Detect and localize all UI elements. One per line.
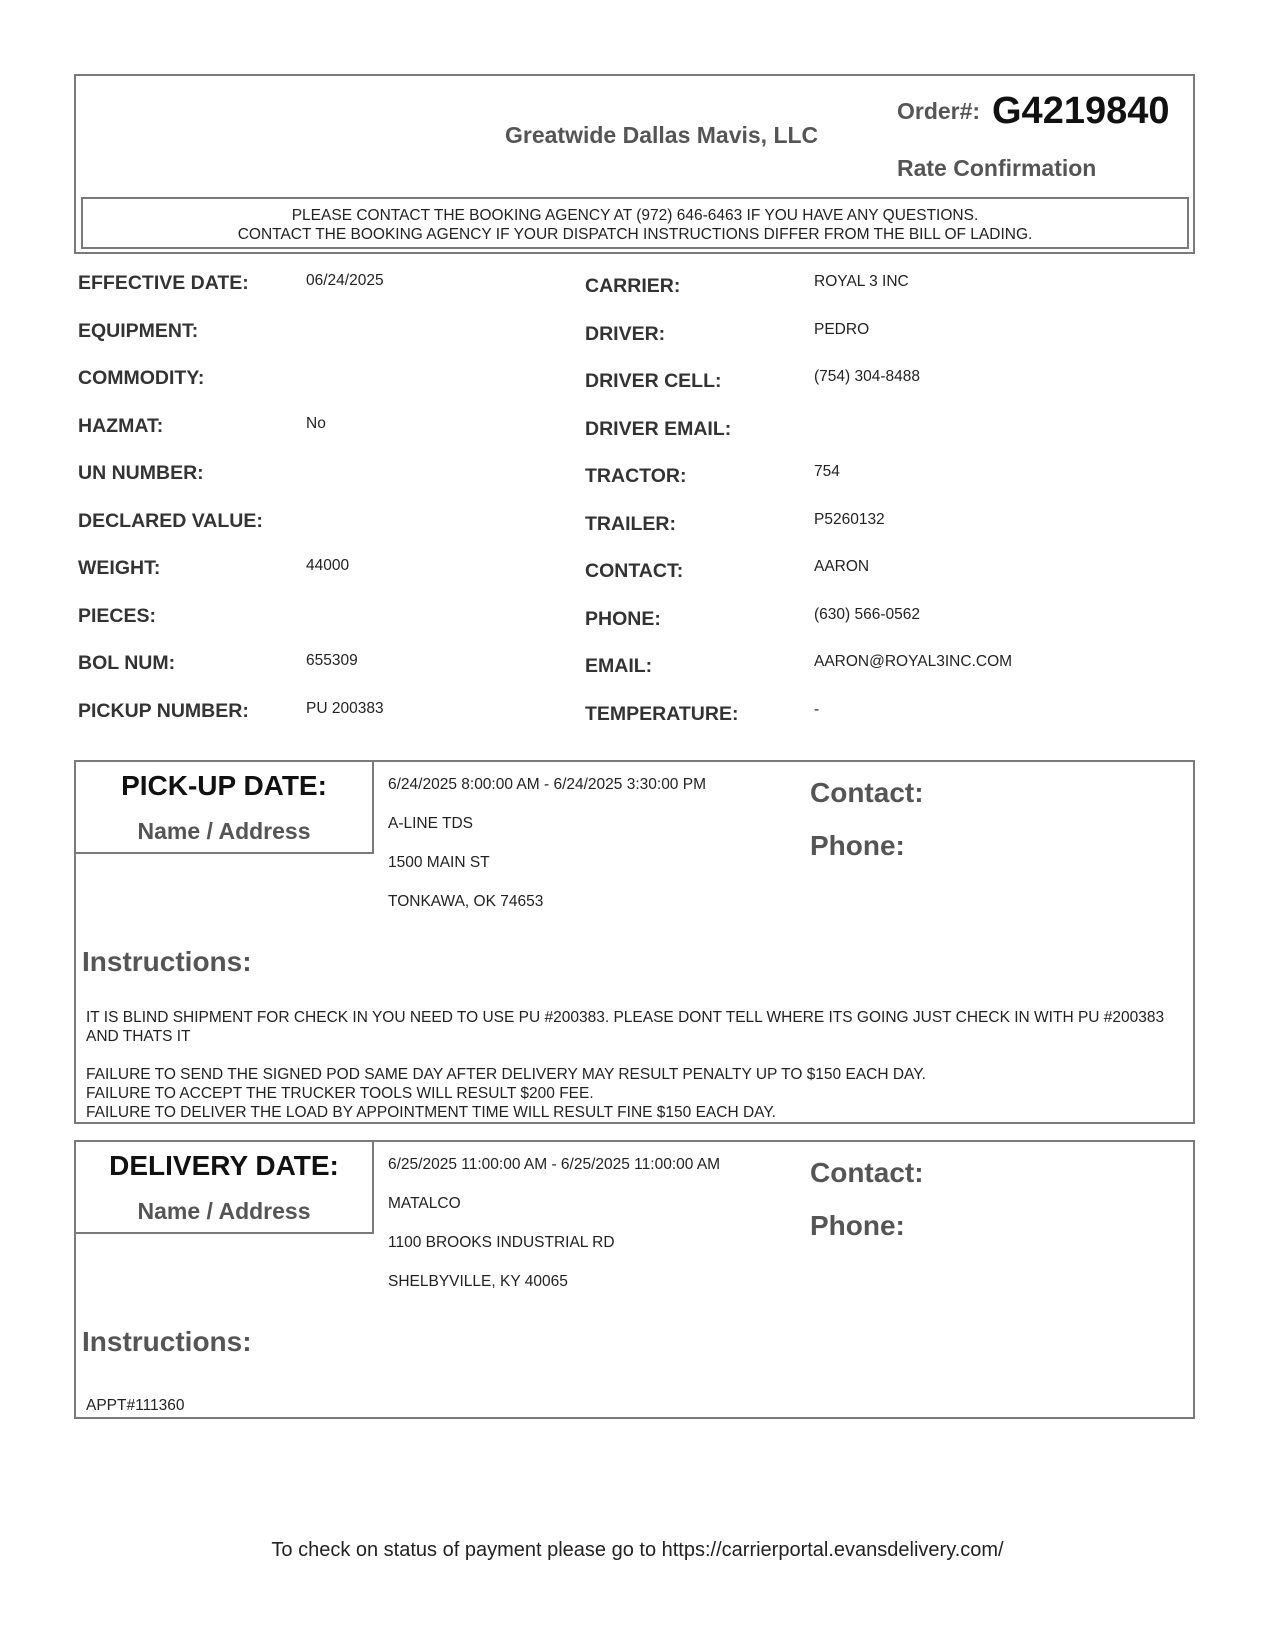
pickup-name: A-LINE TDS xyxy=(388,815,473,832)
declared-value-label: DECLARED VALUE: xyxy=(78,509,263,532)
hazmat-label: HAZMAT: xyxy=(78,414,164,437)
delivery-phone-label: Phone: xyxy=(810,1210,905,1241)
tractor-label: TRACTOR: xyxy=(585,465,687,487)
document-title: Rate Confirmation xyxy=(897,155,1097,181)
driver-label: DRIVER: xyxy=(585,322,666,345)
delivery-subtitle: Name / Address xyxy=(137,1198,311,1224)
driver-cell-label: DRIVER CELL: xyxy=(585,370,722,392)
temperature-label: TEMPERATURE: xyxy=(585,702,739,725)
pickup-instruction-3: FAILURE TO ACCEPT THE TRUCKER TOOLS WILL RESULT $200 FEE. xyxy=(86,1085,594,1102)
email-label: EMAIL: xyxy=(585,655,653,677)
delivery-city: SHELBYVILLE, KY 40065 xyxy=(388,1273,568,1290)
bol-num-value: 655309 xyxy=(306,652,358,669)
equipment-label: EQUIPMENT: xyxy=(78,319,199,342)
pickup-street: 1500 MAIN ST xyxy=(388,854,490,871)
delivery-street: 1100 BROOKS INDUSTRIAL RD xyxy=(388,1234,615,1251)
phone-label: PHONE: xyxy=(585,607,661,630)
weight-label: WEIGHT: xyxy=(78,557,161,579)
delivery-instructions-label: Instructions: xyxy=(82,1326,252,1357)
delivery-name: MATALCO xyxy=(388,1195,461,1212)
pickup-number-label: PICKUP NUMBER: xyxy=(78,699,249,722)
pickup-instructions xyxy=(86,1008,1186,1122)
pickup-instruction-4: FAILURE TO DELIVER THE LOAD BY APPOINTMENT TIME WILL RESULT FINE $150 EACH DAY. xyxy=(86,1104,776,1121)
company-name: Greatwide Dallas Mavis, LLC xyxy=(505,122,819,148)
payment-status-footer: To check on status of payment please go to https://carrierportal.evansdelivery.com/ xyxy=(271,1539,1004,1561)
booking-notice xyxy=(81,197,1189,249)
order-number: G4219840 xyxy=(992,90,1170,132)
pickup-phone-label: Phone: xyxy=(810,830,905,861)
pickup-instructions-label: Instructions: xyxy=(82,946,252,977)
order-label: Order#: xyxy=(897,98,981,124)
tractor-value: 754 xyxy=(814,463,840,480)
pickup-title-box xyxy=(74,760,374,854)
delivery-instructions xyxy=(86,1396,1186,1415)
bol-num-label: BOL NUM: xyxy=(78,652,176,674)
driver-email-label: DRIVER EMAIL: xyxy=(585,417,732,440)
pickup-city: TONKAWA, OK 74653 xyxy=(388,893,544,910)
trailer-value: P5260132 xyxy=(814,510,885,528)
driver-cell-value: (754) 304-8488 xyxy=(814,368,920,385)
effective-date-label: EFFECTIVE DATE: xyxy=(78,272,249,294)
delivery-title-box xyxy=(74,1140,374,1234)
notice-line-2: CONTACT THE BOOKING AGENCY IF YOUR DISPATCH INSTRUCTIONS DIFFER FROM THE BILL OF LADING. xyxy=(237,226,1033,243)
pickup-title: PICK-UP DATE: xyxy=(121,770,327,801)
temperature-value: - xyxy=(814,700,820,718)
phone-value: (630) 566-0562 xyxy=(814,605,920,623)
pickup-number-value: PU 200383 xyxy=(306,699,384,717)
hazmat-value: No xyxy=(306,414,326,432)
driver-value: PEDRO xyxy=(814,320,870,338)
trailer-label: TRAILER: xyxy=(585,512,676,535)
delivery-instruction-1: APPT#111360 xyxy=(86,1397,185,1414)
pickup-instruction-1: IT IS BLIND SHIPMENT FOR CHECK IN YOU NEED TO USE PU #200383. PLEASE DONT TELL WHERE ITS GOING JUST CHECK IN WITH PU #200383 AND THATS IT xyxy=(86,1009,1165,1045)
delivery-contact-label: Contact: xyxy=(810,1157,924,1188)
pickup-subtitle: Name / Address xyxy=(137,818,311,844)
un-number-label: UN NUMBER: xyxy=(78,462,204,484)
commodity-label: COMMODITY: xyxy=(78,367,205,389)
email-value: AARON@ROYAL3INC.COM xyxy=(814,653,1013,670)
carrier-label: CARRIER: xyxy=(585,275,681,297)
delivery-datetime: 6/25/2025 11:00:00 AM - 6/25/2025 11:00:00 AM xyxy=(388,1156,721,1173)
carrier-value: ROYAL 3 INC xyxy=(814,273,909,290)
effective-date-value: 06/24/2025 xyxy=(306,272,384,289)
pickup-instruction-2: FAILURE TO SEND THE SIGNED POD SAME DAY AFTER DELIVERY MAY RESULT PENALTY UP TO $150 EACH DAY. xyxy=(86,1066,926,1083)
weight-value: 44000 xyxy=(306,557,350,574)
contact-label: CONTACT: xyxy=(585,560,684,582)
notice-line-1: PLEASE CONTACT THE BOOKING AGENCY AT (972) 646-6463 IF YOU HAVE ANY QUESTIONS. xyxy=(291,207,979,224)
delivery-title: DELIVERY DATE: xyxy=(109,1150,339,1181)
pickup-datetime: 6/24/2025 8:00:00 AM - 6/24/2025 3:30:00 PM xyxy=(388,776,706,793)
contact-value: AARON xyxy=(814,558,870,575)
pieces-label: PIECES: xyxy=(78,604,157,627)
pickup-contact-label: Contact: xyxy=(810,777,924,808)
